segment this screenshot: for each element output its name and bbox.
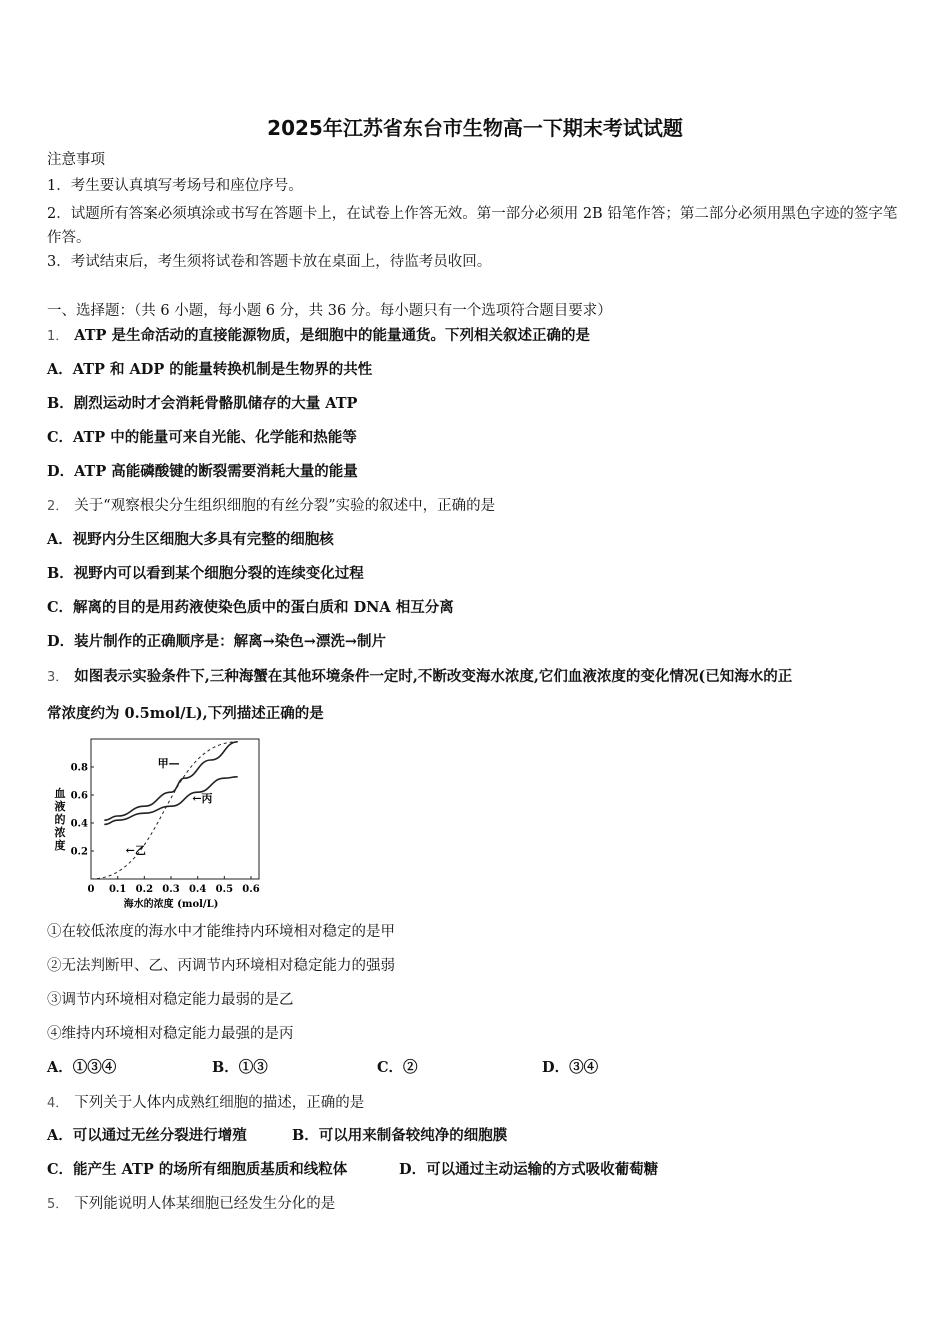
q3-option-d: D．③④ [542, 1059, 599, 1076]
question-number: 2． [47, 499, 69, 514]
question-3-line-1 [47, 667, 792, 688]
q3-option-b: B．①③ [212, 1059, 268, 1076]
x-tick-label: 0.3 [162, 884, 180, 895]
y-axis-label-char: 浓 [54, 826, 66, 839]
y-tick-label: 0.8 [70, 762, 88, 774]
question-number: 3． [47, 670, 69, 685]
y-tick-label: 0.4 [70, 818, 88, 830]
q2-option-b: B．视野内可以看到某个细胞分裂的连续变化过程 [47, 565, 364, 582]
notice-heading: 注意事项 [47, 152, 105, 168]
series-line-jia [104, 742, 237, 820]
notice-item-3: 3．考试结束后，考生须将试卷和答题卡放在桌面上，待监考员收回。 [47, 254, 492, 270]
x-tick-label: 0.2 [135, 884, 154, 895]
question-2 [47, 496, 495, 517]
question-stem: 关于“观察根尖分生组织细胞的有丝分裂”实验的叙述中，正确的是 [74, 498, 496, 514]
y-axis-label-char: 血 [54, 787, 66, 800]
y-axis-label-char: 度 [54, 839, 66, 852]
question-stem: 如图表示实验条件下,三种海蟹在其他环境条件一定时,不断改变海水浓度,它们血液浓度的变化情况(已知海水的正 [74, 668, 793, 685]
y-tick-label: 0.2 [70, 846, 88, 858]
q3-statement-3: ③调节内环境相对稳定能力最弱的是乙 [47, 992, 294, 1008]
question-number: 5． [47, 1197, 69, 1212]
x-axis-label: 海水的浓度 (mol/L) [123, 899, 219, 910]
x-tick-label: 0.6 [242, 884, 260, 895]
y-axis-label-char: 液 [54, 800, 66, 813]
question-number: 1． [47, 329, 69, 344]
q1-option-c: C．ATP 中的能量可来自光能、化学能和热能等 [47, 429, 357, 446]
series-label-jia: 甲— [157, 757, 180, 770]
question-number: 4． [47, 1096, 69, 1111]
q4-option-c: C．能产生 ATP 的场所有细胞质基质和线粒体 [47, 1161, 348, 1178]
y-tick-label: 0.6 [70, 790, 88, 802]
notice-item-1: 1．考生要认真填写考场号和座位序号。 [47, 178, 303, 194]
x-tick-label: 0 [87, 884, 95, 895]
q3-option-c: C．② [377, 1059, 418, 1076]
q4-option-d: D．可以通过主动运输的方式吸收葡萄糖 [399, 1161, 659, 1178]
x-tick-label: 0.4 [188, 884, 207, 895]
q3-statement-2: ②无法判断甲、乙、丙调节内环境相对稳定能力的强弱 [47, 958, 395, 974]
x-tick-label: 0.1 [108, 884, 127, 895]
y-axis-label-char: 的 [54, 813, 66, 826]
q2-option-d: D．装片制作的正确顺序是：解离→染色→漂洗→制片 [47, 633, 387, 650]
x-tick-label: 0.5 [215, 884, 234, 895]
notice-item-2: 2．试题所有答案必须填涂或书写在答题卡上，在试卷上作答无效。第一部分必须用 2B 铅笔作答；第二部分必须用黑色字迹的签字笔作答。 [47, 206, 898, 246]
q4-option-a: A．可以通过无丝分裂进行增殖 [47, 1127, 247, 1144]
question-stem: 下列能说明人体某细胞已经发生分化的是 [74, 1196, 336, 1212]
question-4 [47, 1093, 364, 1114]
q1-option-d: D．ATP 高能磷酸键的断裂需要消耗大量的能量 [47, 463, 358, 480]
q2-option-a: A．视野内分生区细胞大多具有完整的细胞核 [47, 531, 334, 548]
series-line-bing [104, 777, 237, 825]
q3-statement-4: ④维持内环境相对稳定能力最强的是丙 [47, 1026, 294, 1042]
question-stem: ATP 是生命活动的直接能源物质，是细胞中的能量通货。下列相关叙述正确的是 [74, 327, 590, 344]
q1-option-b: B．剧烈运动时才会消耗骨骼肌储存的大量 ATP [47, 395, 358, 412]
page-title: 2025年江苏省东台市生物高一下期末考试试题 [267, 116, 683, 140]
series-label-yi: ←乙 [125, 843, 146, 857]
q3-statement-1: ①在较低浓度的海水中才能维持内环境相对稳定的是甲 [47, 924, 395, 940]
question-5 [47, 1194, 335, 1215]
question-1 [47, 326, 590, 347]
q2-option-c: C．解离的目的是用药液使染色质中的蛋白质和 DNA 相互分离 [47, 599, 454, 616]
q4-option-b: B．可以用来制备较纯净的细胞膜 [292, 1127, 508, 1144]
q1-option-a: A．ATP 和 ADP 的能量转换机制是生物界的共性 [47, 361, 373, 378]
section-heading: 一、选择题：（共 6 小题，每小题 6 分，共 36 分。每小题只有一个选项符合题目要求） [47, 303, 612, 319]
question-3-line-2: 常浓度约为 0.5mol/L),下列描述正确的是 [47, 705, 324, 722]
question-stem: 下列关于人体内成熟红细胞的描述，正确的是 [74, 1095, 365, 1111]
q3-option-a: A．①③④ [47, 1059, 117, 1076]
concentration-chart [47, 735, 272, 910]
series-label-bing: ←丙 [192, 792, 213, 805]
